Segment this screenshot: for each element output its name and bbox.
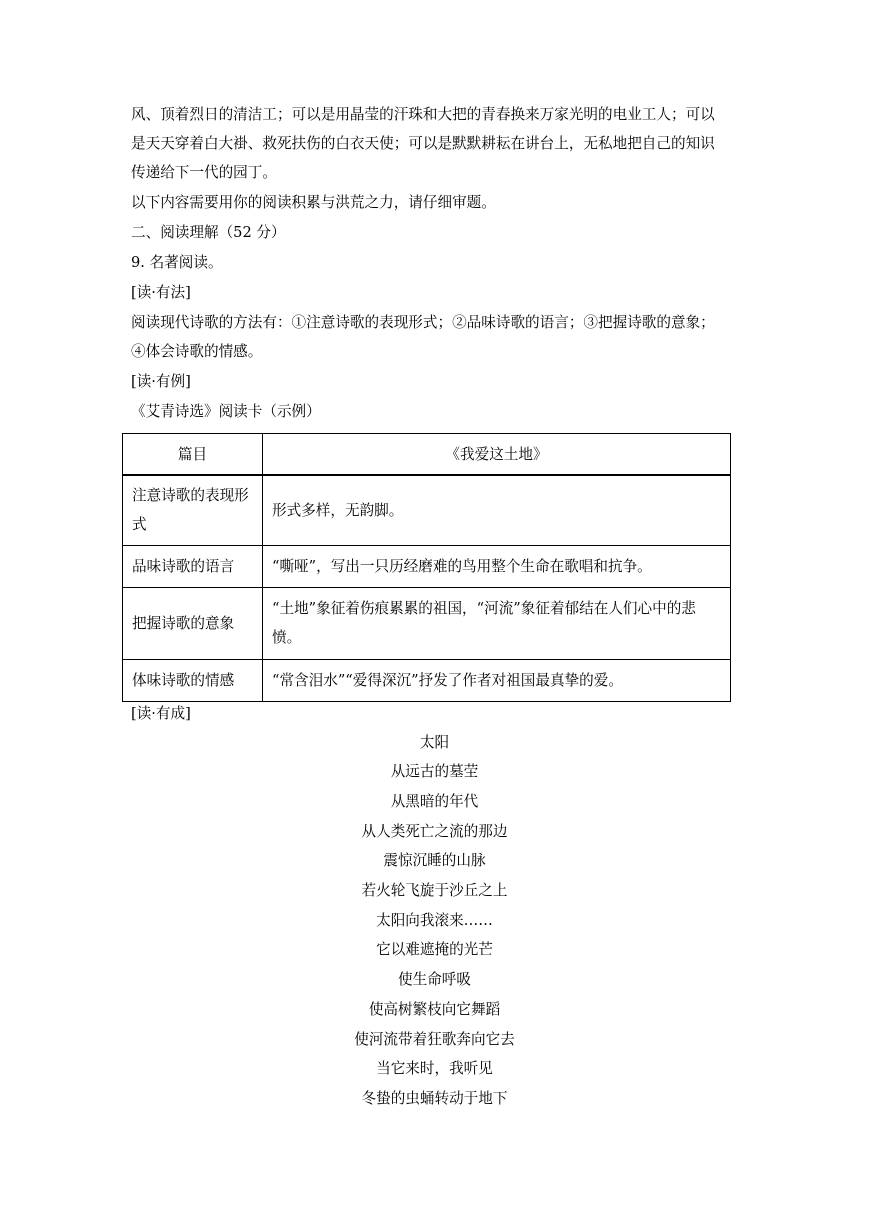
intro-line-3: 传递给下一代的园丁。: [131, 164, 277, 181]
row-content: “常含泪水”“爱得深沉”抒发了作者对祖国最真挚的爱。: [263, 659, 731, 701]
reading-card-table: [122, 433, 731, 702]
section-heading: 二、阅读理解（52 分）: [131, 224, 286, 241]
row-label: 把握诗歌的意象: [123, 587, 263, 659]
poem-line: 使河流带着狂歌奔向它去: [354, 1031, 515, 1048]
read-method-line-1: 阅读现代诗歌的方法有：①注意诗歌的表现形式；②品味诗歌的语言；③把握诗歌的意象；: [131, 314, 715, 331]
intro-line-4: 以下内容需要用你的阅读积累与洪荒之力，请仔细审题。: [131, 194, 496, 211]
poem-line: 使生命呼吸: [398, 971, 471, 988]
row-content: “土地”象征着伤痕累累的祖国，“河流”象征着郁结在人们心中的悲愤。: [263, 587, 731, 659]
poem-title: 太阳: [419, 734, 450, 751]
row-content: “嘶哑”，写出一只历经磨难的鸟用整个生命在歌唱和抗争。: [263, 545, 731, 587]
table-row: [123, 587, 731, 659]
table-row: [123, 475, 731, 545]
table-row: [123, 659, 731, 701]
table-header-cell: 《我爱这土地》: [263, 434, 731, 476]
card-title: 《艾青诗选》阅读卡（示例）: [131, 403, 321, 420]
read-method-line-2: ④体会诗歌的情感。: [131, 343, 263, 360]
row-label: 体味诗歌的情感: [123, 659, 263, 701]
read-example-heading: [读·有例]: [131, 373, 191, 390]
row-label: 注意诗歌的表现形式: [123, 475, 263, 545]
intro-line-2: 是天天穿着白大褂、救死扶伤的白衣天使；可以是默默耕耘在讲台上，无私地把自己的知识: [131, 135, 715, 152]
poem-line: 当它来时，我听见: [376, 1060, 493, 1077]
poem-line: 从人类死亡之流的那边: [361, 823, 508, 840]
read-method-heading: [读·有法]: [131, 284, 191, 301]
row-label: 品味诗歌的语言: [123, 545, 263, 587]
poem-line: 从黑暗的年代: [390, 793, 479, 810]
read-result-heading: [读·有成]: [131, 705, 191, 722]
question-title: 9. 名著阅读。: [131, 254, 223, 271]
row-content: 形式多样，无韵脚。: [263, 475, 731, 545]
intro-line-1: 风、顶着烈日的清洁工；可以是用晶莹的汗珠和大把的青春换来万家光明的电业工人；可以: [131, 106, 715, 123]
poem-line: 太阳向我滚来……: [376, 912, 493, 929]
table-row: [123, 545, 731, 587]
poem-line: 它以难遮掩的光芒: [376, 941, 493, 958]
poem-line: 冬蛰的虫蛹转动于地下: [361, 1090, 508, 1107]
poem-line: 使高树繁枝向它舞蹈: [368, 1001, 501, 1018]
poem-line: 若火轮飞旋于沙丘之上: [361, 882, 508, 899]
table-header-row: [123, 434, 731, 476]
poem-line: 震惊沉睡的山脉: [383, 852, 486, 869]
table-header-cell: 篇目: [123, 434, 263, 476]
poem-line: 从远古的墓茔: [390, 763, 479, 780]
